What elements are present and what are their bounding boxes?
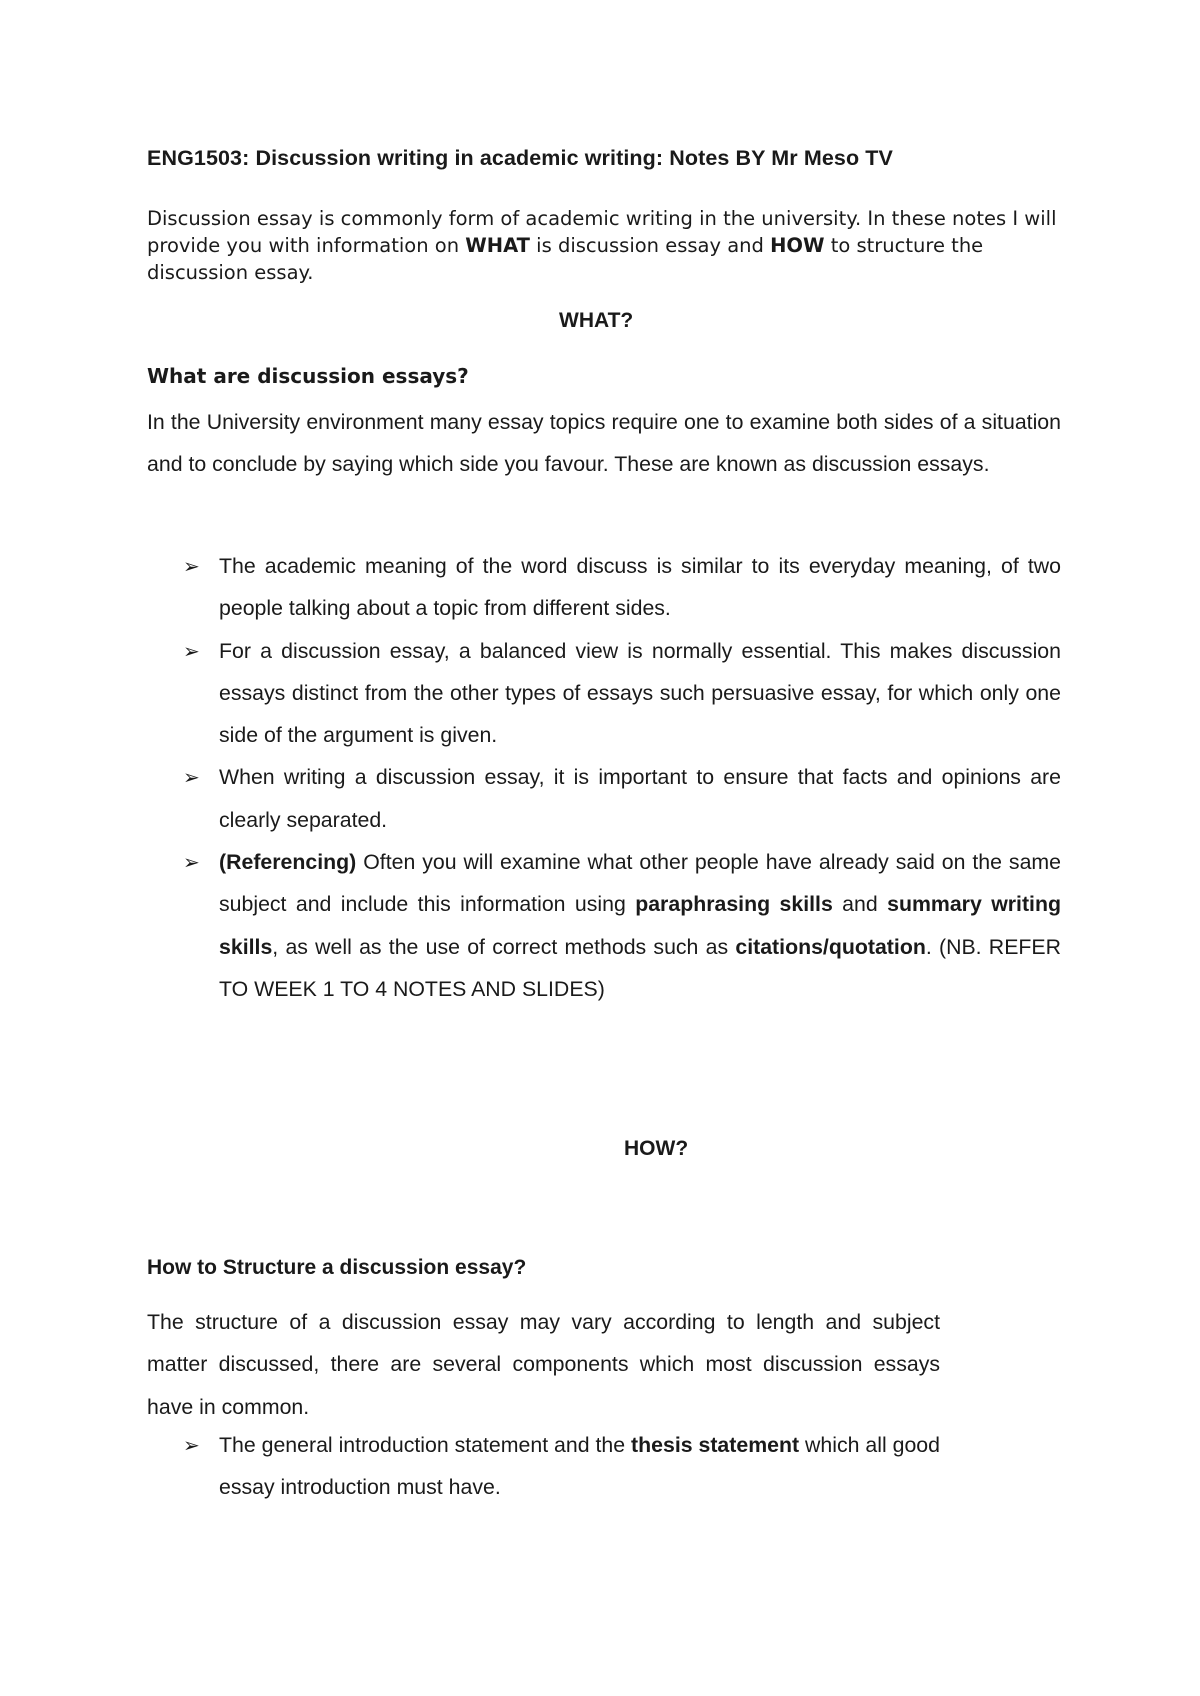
intro-text-3: to structure the discussion essay. <box>147 234 984 284</box>
bullet-text: and <box>832 892 888 917</box>
list-item <box>147 1424 940 1509</box>
list-item <box>147 630 1061 757</box>
bullet-text: For a discussion essay, a balanced view is normally essential. This makes discussion essays distinct from the other types of essays such persuasive essay, for which only one side of the argument is given. <box>219 638 1061 748</box>
how-bullet-list <box>147 1424 940 1509</box>
intro-text-2: is discussion essay and <box>529 234 771 257</box>
bullet-first-line <box>219 1424 940 1509</box>
intro-paragraph <box>147 205 1072 286</box>
arrow-bullet-icon: ➢ <box>183 850 200 875</box>
document-title: ENG1503: Discussion writing in academic writing: Notes BY Mr Meso TV <box>147 146 893 170</box>
bullet-text: The general introduction statement and the <box>219 1433 626 1457</box>
list-item <box>147 756 1061 841</box>
bullet-bold-thesis: thesis statement <box>631 1433 800 1457</box>
bullet-text: When writing a discussion essay, it is important to ensure that facts and opinions are clearly separated. <box>219 765 1061 832</box>
intro-bold-what: WHAT <box>465 234 530 257</box>
what-bullet-list <box>147 545 1061 1010</box>
how-subheading: How to Structure a discussion essay? <box>147 1256 527 1279</box>
how-paragraph: The structure of a discussion essay may vary according to length and subject matter discussed, there are several components which most discussion essays have in common. <box>147 1310 940 1419</box>
arrow-bullet-icon: ➢ <box>183 1433 200 1457</box>
bullet-text: The academic meaning of the word discuss is similar to its everyday meaning, of two people talking about a topic from different sides. <box>219 554 1061 621</box>
what-subheading: What are discussion essays? <box>147 364 469 388</box>
intro-text-1: Discussion essay is commonly form of academic writing in the university. In these notes I will provide you with information on <box>147 207 1057 257</box>
how-heading: HOW? <box>624 1137 689 1160</box>
bullet-text: . (NB. REFER TO WEEK 1 TO 4 NOTES AND SLIDES) <box>219 934 1061 1001</box>
list-item <box>147 545 1061 630</box>
bullet-bold-citations: citations/quotation <box>735 934 926 959</box>
bullet-text: , as well as the use of correct methods such as <box>272 934 736 959</box>
bullet-bold-paraphrasing: paraphrasing skills <box>635 892 833 917</box>
arrow-bullet-icon: ➢ <box>183 638 200 663</box>
list-item <box>147 841 1061 1010</box>
arrow-bullet-icon: ➢ <box>183 765 200 790</box>
arrow-bullet-icon: ➢ <box>183 554 200 578</box>
bullet-text: which all good essay introduction must have. <box>219 1433 940 1500</box>
bullet-bold-summary: summary writing skills <box>219 892 1061 959</box>
what-heading: WHAT? <box>559 309 634 332</box>
what-paragraph: In the University environment many essay topics require one to examine both sides of a situation and to conclude by saying which side you favour. These are known as discussion essays. <box>147 410 1061 477</box>
intro-bold-how: HOW <box>770 234 825 257</box>
bullet-bold-lead: (Referencing) <box>219 850 357 875</box>
bullet-text: Often you will examine what other people have already said on the same subject and include this information using <box>219 850 1061 917</box>
